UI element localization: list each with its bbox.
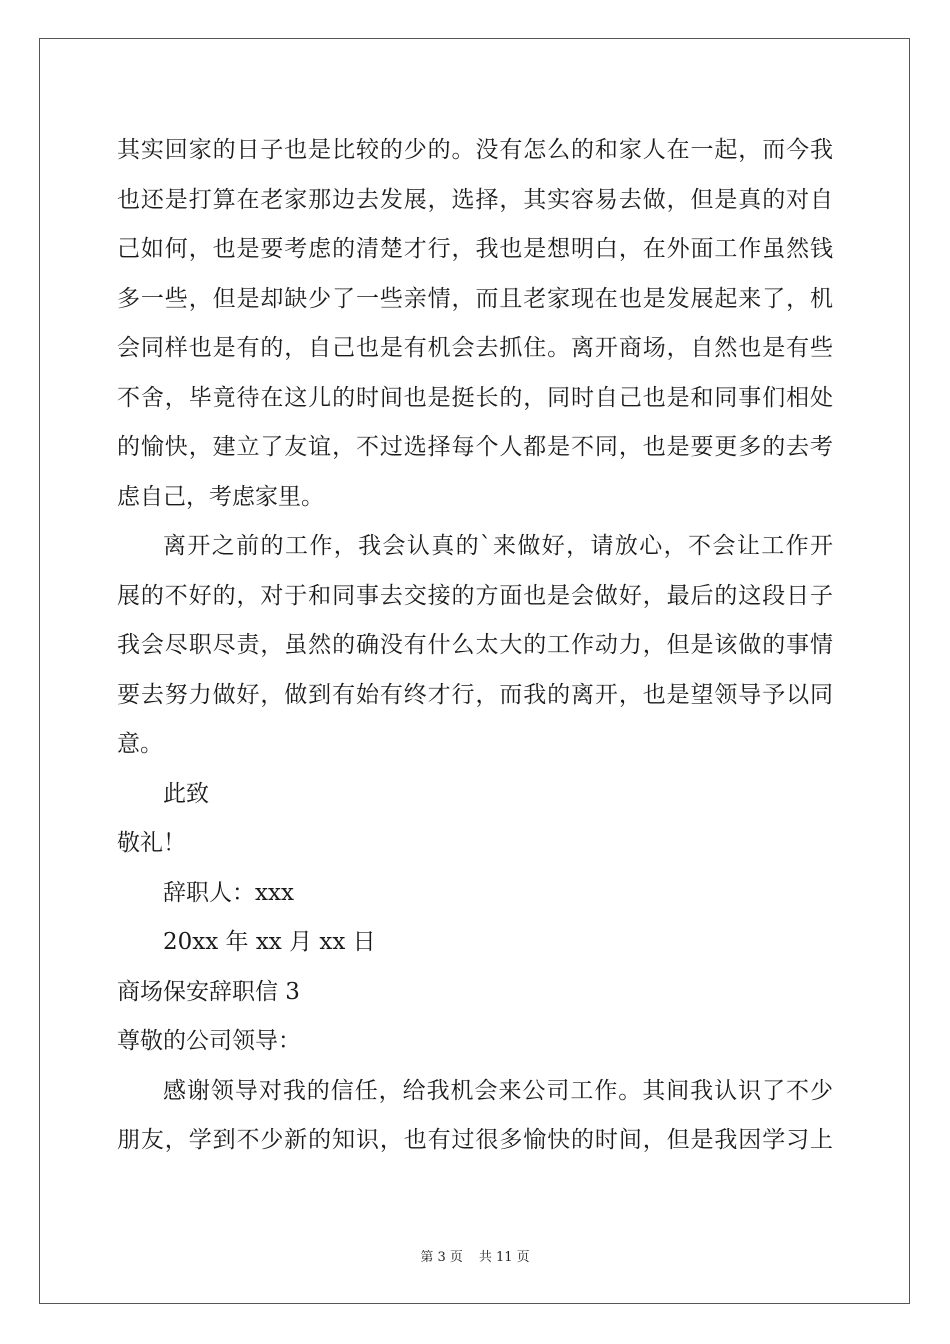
paragraph-line: 的愉快，建立了友谊，不过选择每个人都是不同，也是要更多的去考 [117, 434, 833, 460]
paragraph-line: 意。 [117, 731, 163, 757]
page-number: 第 3 页 [420, 1250, 463, 1265]
paragraph-line: 虑自己，考虑家里。 [117, 483, 324, 510]
paragraph-line: 感谢领导对我的信任，给我机会来公司工作。其间我认识了不少 [163, 1077, 833, 1104]
paragraph-line: 不舍，毕竟待在这儿的时间也是挺长的，同时自己也是和同事们相处 [117, 384, 833, 411]
paragraph-line: 要去努力做好，做到有始有终才行，而我的离开，也是望领导予以同 [117, 681, 833, 708]
paragraph-line: 其实回家的日子也是比较的少的。没有怎么的和家人在一起，而今我 [117, 137, 833, 163]
paragraph-line: 会同样也是有的，自己也是有机会去抓住。离开商场，自然也是有些 [117, 335, 833, 361]
page-footer [0, 1246, 950, 1265]
paragraph-line: 朋友，学到不少新的知识，也有过很多愉快的时间，但是我因学习上 [117, 1127, 833, 1153]
document-body [117, 126, 833, 1166]
paragraph-line: 也还是打算在老家那边去发展，选择，其实容易去做，但是真的对自 [117, 186, 833, 213]
paragraph-line: 多一些，但是却缺少了一些亲情，而且老家现在也是发展起来了，机 [117, 285, 833, 312]
salutation-text: 敬礼！ [117, 830, 186, 856]
page-total: 共 11 页 [478, 1250, 530, 1265]
paragraph-line: 展的不好的，对于和同事去交接的方面也是会做好，最后的这段日子 [117, 582, 833, 609]
signer-line: 辞职人：xxx [163, 879, 294, 906]
paragraph-line: 我会尽职尽责，虽然的确没有什么太大的工作动力，但是该做的事情 [117, 632, 833, 658]
greeting-line: 尊敬的公司领导： [117, 1028, 301, 1054]
paragraph-line: 己如何，也是要考虑的清楚才行，我也是想明白，在外面工作虽然钱 [117, 236, 833, 262]
paragraph-line: 离开之前的工作，我会认真的`来做好，请放心，不会让工作开 [163, 533, 833, 559]
closing-text: 此致 [163, 780, 209, 807]
date-line: 20xx 年 xx 月 xx 日 [163, 929, 376, 955]
letter-title: 商场保安辞职信 3 [117, 978, 300, 1005]
